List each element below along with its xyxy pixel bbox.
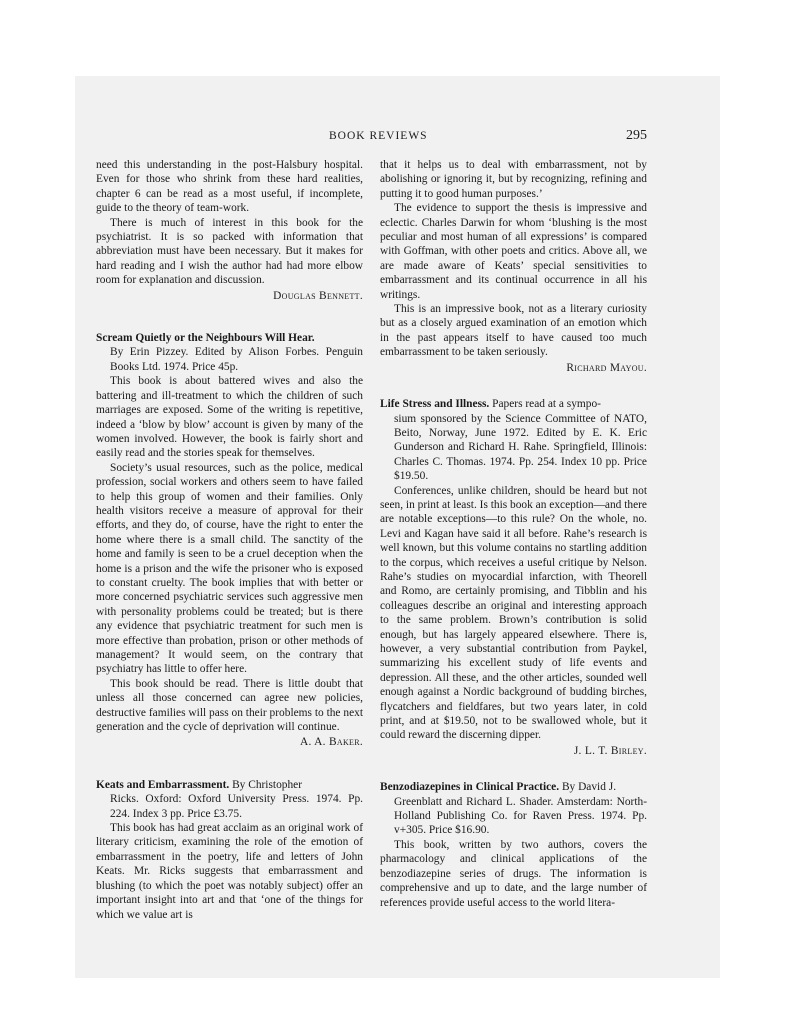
- review-benzodiazepines: [380, 780, 647, 910]
- byline-lead: Papers read at a sympo-: [492, 398, 601, 411]
- review-paragraph: This book should be read. There is little doubt that unless all those concerned can agree new policies, destructive families will pass on their problems to the next generation and the cycle of deprivation will continue.: [96, 677, 363, 734]
- book-byline: Greenblatt and Richard L. Shader. Amsterdam: North-Holland Publishing Co. for Raven Press. 1974. Pp. v+305. Price $16.90.: [394, 795, 647, 837]
- running-head: [96, 128, 649, 146]
- reviewer-signature: A. A. Baker.: [299, 736, 363, 749]
- continued-paragraph: need this understanding in the post-Halsbury hospital. Even for those who shrink from these hard realities, chapter 6 can be read as a most useful, if incomplete, guide to the theory of team-work.: [96, 159, 363, 215]
- byline-lead: By David J.: [561, 781, 617, 794]
- left-column: [96, 158, 363, 922]
- review-paragraph: This book has had great acclaim as an original work of literary criticism, examining the role of the emotion of embarrassment in the poetry, life and letters of John Keats. Mr. Ricks suggests that embarrassment and blushing (to which the poet was notably subject) offer an important insight into art and that ‘one of the things for which we value art is: [96, 822, 363, 921]
- book-byline: Ricks. Oxford: Oxford University Press. 1974. Pp. 224. Index 3 pp. Price £3.75.: [110, 793, 363, 820]
- reviewer-signature: J. L. T. Birley.: [573, 744, 647, 757]
- review-paragraph: Conferences, unlike children, should be heard but not seen, in print at least. Is this book an exception—and there are notable exceptions—to this rule? On the whole, no. Levi and Kagan have said it all before. Rahe’s research is well known, but this volume contains no startling addition to the corpus, which receives a useful critique by Nelson. Rahe’s studies on myocardial infarction, with Theorell and Romo, are certainly promising, and Tibblin and his colleagues describe an original and interesting approach to the same problem. Brown’s contribution is solid enough, but has largely appeared elsewhere. There is, however, a very substantial contribution from Paykel, summarizing his excellent study of life events and depression. All these, and the other articles, sounded well enough against a Nordic background of budding birches, flycatchers and fieldfares, but two years later, in cold print, and at $19.50, not to be swallowed whole, but it could reward the discerning dipper.: [380, 484, 647, 742]
- journal-page: [96, 128, 649, 921]
- book-title: Benzodiazepines in Clinical Practice.: [380, 781, 560, 794]
- review-heading: [380, 397, 647, 411]
- review-scream-quietly: [96, 331, 363, 750]
- review-heading: [96, 778, 363, 792]
- page-number: 295: [626, 128, 647, 143]
- book-title: Life Stress and Illness.: [380, 398, 490, 411]
- right-column: [380, 158, 647, 910]
- review-keats-embarrassment: [96, 778, 363, 922]
- review-paragraph: This book is about battered wives and also the battering and ill-treatment to which the children of such marriages are exposed. Some of the writing is repetitive, indeed a ‘blow by blow’ account is given by many of the women involved. However, the book is fairly short and easily read and the stories speak for themselves.: [96, 375, 363, 460]
- continued-paragraph: that it helps us to deal with embarrassment, not by abolishing or ignoring it, but by recognizing, refining and putting it to good human purposes.’: [380, 159, 647, 200]
- review-heading: [96, 331, 363, 345]
- review-paragraph: Society’s usual resources, such as the police, medical profession, social workers and others seem to have failed to help this group of women and their families. Only health visitors receive a measure of approval for their efforts, and they do, of course, have the right to enter the home where there is a small child. The sanctity of the home and family is seen to be a cruel deception when the home is a prison and the wife the prisoner who is exposed to constant cruelty. The book implies that with better or more concerned psychiatric services such aggressive men with personality problems could be treated; but is there any evidence that psychiatric treatment for such men is more effective than probation, prison or other methods of management? It would seem, on the contrary that psychiatry has little to offer here.: [96, 461, 363, 676]
- book-byline: sium sponsored by the Science Committee of NATO, Beito, Norway, June 1972. Edited by E. K. Eric Gunderson and Richard H. Rahe. Springfield, Illinois: Charles C. Thomas. 1974. Pp. 254. Index 10 pp. Price $19.50.: [394, 412, 647, 483]
- review-heading: [380, 780, 647, 794]
- byline-lead: By Christopher: [232, 778, 303, 791]
- book-title: Keats and Embarrassment.: [96, 778, 230, 791]
- review-life-stress: [380, 397, 647, 758]
- reviewer-signature: Richard Mayou.: [566, 361, 647, 374]
- running-title: BOOK REVIEWS: [329, 130, 428, 142]
- reviewer-signature: Douglas Bennett.: [273, 289, 363, 302]
- continued-paragraph: There is much of interest in this book for the psychiatrist. It is so packed with information that abbreviation must have been necessary. But it makes for hard reading and I wish the author had had more elbow room for explanation and discussion.: [96, 216, 363, 287]
- book-title: Scream Quietly or the Neighbours Will Hear.: [96, 332, 315, 345]
- book-byline: By Erin Pizzey. Edited by Alison Forbes. Penguin Books Ltd. 1974. Price 45p.: [110, 346, 363, 373]
- review-paragraph: This book, written by two authors, covers the pharmacology and clinical applications of the benzodiazepine series of drugs. The information is comprehensive and up to date, and the large number of references provide useful access to the world litera-: [380, 838, 647, 909]
- review-paragraph: The evidence to support the thesis is impressive and eclectic. Charles Darwin for whom ‘blushing is the most peculiar and most human of all expressions’ is compared with Goffman, with other poets and critics. Above all, we are made aware of Keats’ special sensitivities to embarrassment and its continual occurrence in all his writings.: [380, 202, 647, 301]
- review-paragraph: This is an impressive book, not as a literary curiosity but as a closely argued examination of an emotion which in the past appears itself to have caused too much embarrassment to be taken seriously.: [380, 303, 647, 359]
